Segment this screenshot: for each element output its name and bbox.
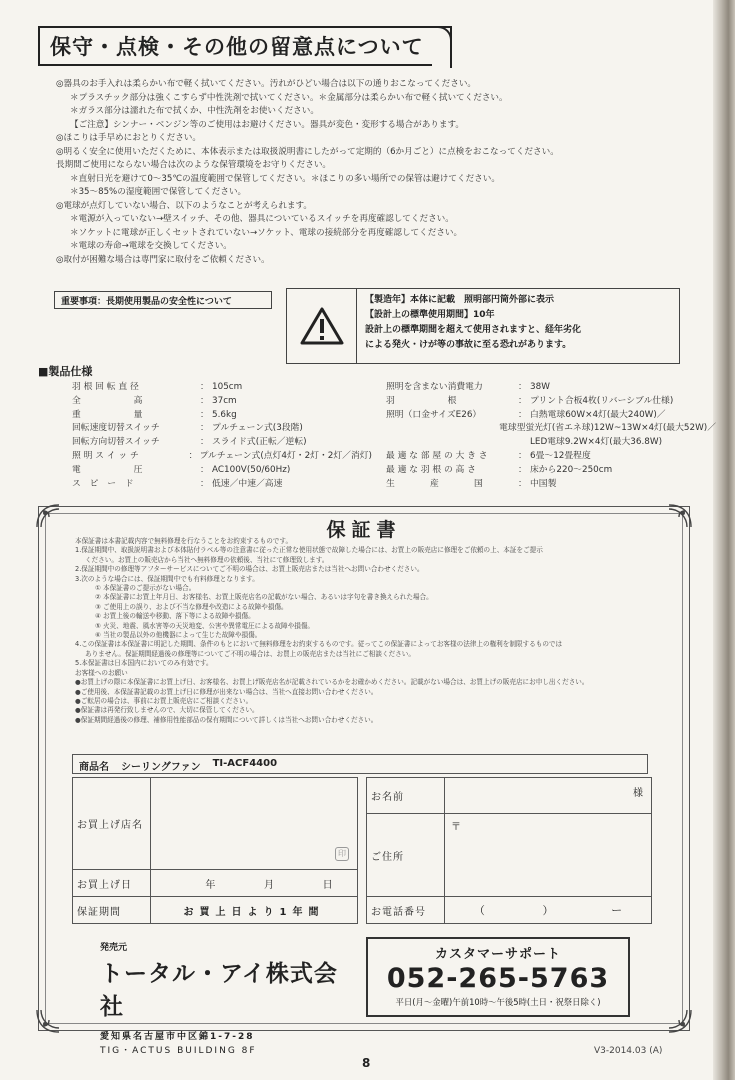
spec-row xyxy=(386,436,716,450)
spec-colon: ： xyxy=(518,464,527,475)
text-line: ◎電球が点灯していない場合、以下のようなことが考えられます。 xyxy=(56,200,313,211)
spec-row xyxy=(386,450,716,464)
spec-value: 白熱電球60W×4灯(最大240W)／ xyxy=(530,409,666,420)
text-line: ＊電源が入っていない→壁スイッチ、その他、器具についているスイッチを再度確認してください。 xyxy=(70,214,454,224)
seller-info xyxy=(100,940,360,1056)
spec-key: 全 高 xyxy=(72,395,143,406)
product-model: TI-ACF4400 xyxy=(212,758,278,769)
corner-ornament-icon xyxy=(667,1008,693,1034)
spec-value: AC100V(50/60Hz) xyxy=(212,464,291,475)
text-line: ●ご使用後、本保証書記載のお買上げ日に修理が出来ない場合は、当社へ直接お問い合わせください。 xyxy=(75,687,378,696)
text-line: ありません。保証期間経過後の修理等についてご不明の場合は、お買上の販売店または当社にご相談ください。 xyxy=(85,649,415,658)
spec-colon: ： xyxy=(518,395,527,406)
store-name-row xyxy=(73,778,357,870)
spec-row xyxy=(386,409,716,423)
spec-colon: ： xyxy=(188,450,198,461)
customer-name-field[interactable] xyxy=(445,778,651,813)
text-line: 3.次のような場合には、保証期間中でも有料修理となります。 xyxy=(75,574,259,583)
text-line: ＊直射日光を避けて0〜35℃の温度範囲で保管してください。＊ほこりの多い場所での保管は避けてください。 xyxy=(70,173,500,184)
spec-row xyxy=(386,381,716,395)
warning-line: 【製造年】本体に記載 照明部円筒外部に表示 xyxy=(365,295,555,305)
spec-key: 照 明 ス イ ッ チ xyxy=(72,450,139,461)
spec-key: 照明（口金サイズE26） xyxy=(386,409,482,420)
spec-row xyxy=(72,381,372,395)
text-line: ◎明るく安全に使用いただくために、本体表示または取扱説明書にしたがって定期的（6か月ごと）に点検をおこなってください。 xyxy=(56,146,559,157)
warning-text xyxy=(357,289,679,363)
text-line: 2.保証期間中の修理等アフターサービスについてご不明の場合は、お買上販売店または当社へお問い合わせください。 xyxy=(75,565,424,574)
spec-colon: ： xyxy=(200,409,209,420)
spec-colon: ： xyxy=(518,409,527,420)
store-info-form xyxy=(72,777,358,924)
spec-key: 電 圧 xyxy=(72,464,143,475)
text-line: ●ご転居の場合は、事前にお買上販売店にご相談ください。 xyxy=(75,696,253,705)
spec-table-left xyxy=(72,381,372,491)
spec-value: 5.6kg xyxy=(212,409,237,420)
spec-key: 羽 根 回 転 直 径 xyxy=(72,382,139,392)
purchase-date-row xyxy=(73,870,357,897)
maintenance-notes xyxy=(56,78,656,267)
page-edge xyxy=(713,0,735,1080)
spec-key: 重 量 xyxy=(72,409,143,420)
honorific: 様 xyxy=(633,788,643,799)
spec-value: LED電球9.2W×4灯(最大36.8W) xyxy=(530,437,663,448)
customer-name-row xyxy=(367,778,651,814)
text-line: ⑥ 当社の製品以外の他機器によって生じた故障や損傷。 xyxy=(95,631,262,640)
text-line: 5.本保証書は日本国内においてのみ有効です。 xyxy=(75,659,213,668)
page-title xyxy=(38,26,452,66)
text-line: ＊35〜85%の湿度範囲で保管してください。 xyxy=(70,187,247,197)
text-line: 4.この保証書は本保証書に明記した期間、条件のもとにおいて無料修理をお約束するものです。従ってこの保証書によってお客様の法律上の権利を制限するものでは xyxy=(75,640,563,649)
spec-row xyxy=(386,464,716,478)
spec-row xyxy=(72,395,372,409)
stamp-mark: 印 xyxy=(335,847,349,861)
text-line: ④ お買上後の輸送や移動、落下等による故障や損傷。 xyxy=(95,612,255,621)
spec-key: 羽 根 xyxy=(386,395,457,406)
spec-colon xyxy=(490,422,499,436)
text-line: ＊電球の寿命→電球を交換してください。 xyxy=(70,241,232,251)
spec-colon: ： xyxy=(200,437,209,448)
spec-row xyxy=(72,409,372,423)
warning-box xyxy=(286,288,680,364)
product-name-row xyxy=(72,754,648,774)
warning-line: 設計上の標準期間を超えて使用されますと、経年劣化 xyxy=(365,325,582,335)
spec-key xyxy=(386,422,490,436)
text-line: ＊ガラス部分は濡れた布で拭くか、中性洗剤をお使いください。 xyxy=(70,106,319,116)
spec-value: 37cm xyxy=(212,395,237,406)
purchase-date-label: お買上げ日 xyxy=(73,870,151,896)
corner-ornament-icon xyxy=(35,1008,61,1034)
warning-icon-cell xyxy=(287,289,357,363)
spec-row xyxy=(72,464,372,478)
spec-key: 生 産 国 xyxy=(386,478,483,489)
spec-value: プルチェーン式(点灯4灯・2灯・2灯／消灯) xyxy=(199,450,372,461)
warranty-period-label: 保証期間 xyxy=(73,897,151,923)
warning-icon xyxy=(300,307,344,345)
text-line: ② 本保証書にお買上年月日、お客様名、お買上販売店名の記載がない場合、あるいは字句を書き換えられた場合。 xyxy=(95,593,433,602)
customer-address-field[interactable] xyxy=(445,814,651,896)
customer-phone-field[interactable] xyxy=(445,897,651,923)
important-label: 重要事項：長期使用製品の安全性について xyxy=(54,291,272,309)
spec-table-right xyxy=(386,381,716,491)
customer-phone-label: お電話番号 xyxy=(367,897,445,923)
page-title-text: 保守・点検・その他の留意点について xyxy=(50,35,424,59)
product-name: シーリングファン xyxy=(121,762,201,773)
phone-dash: ー xyxy=(611,904,623,917)
seller-building: TIG・ACTUS BUILDING 8F xyxy=(100,1046,257,1056)
spec-key: 照明を含まない消費電力 xyxy=(386,382,483,392)
text-line: 長期間ご使用にならない場合は次のような保管環境をお守りください。 xyxy=(56,160,332,170)
warranty-period-value: お買上日より1年間 xyxy=(183,906,325,918)
text-line: ◎取付が困難な場合は専門家に取付をご依頼ください。 xyxy=(56,254,270,265)
customer-phone-row xyxy=(367,897,651,923)
text-line: ◎ほこりは手早めにおとりください。 xyxy=(56,133,201,143)
text-line: 本保証書は本書記載内容で無料修理を行なうことをお約束するものです。 xyxy=(75,537,293,545)
warranty-title: 保証書 xyxy=(326,519,402,541)
spec-value: プルチェーン式(3段階) xyxy=(212,423,303,434)
spec-value: 105cm xyxy=(212,382,243,392)
spec-heading: ■製品仕様 xyxy=(38,365,93,378)
spec-value: スライド式(正転／逆転) xyxy=(212,437,307,448)
version-code: V3-2014.03 (A) xyxy=(594,1046,663,1056)
spec-row xyxy=(72,436,372,450)
warranty-period-row xyxy=(73,897,357,923)
spec-colon: ： xyxy=(518,382,527,392)
spec-value: 38W xyxy=(530,382,550,392)
postal-mark: 〒 xyxy=(451,822,461,833)
spec-row xyxy=(386,395,716,409)
day-unit: 日 xyxy=(322,879,333,891)
customer-name-label: お名前 xyxy=(367,778,445,813)
text-line: ●お買上げの際に本保証書にお買上げ日、お客様名、お買上げ販売店名が記載されているかをお確かめください。記載がない場合は、お買上げの販売店にお申し出ください。 xyxy=(75,678,589,687)
spec-row xyxy=(386,422,716,436)
support-title: カスタマーサポート xyxy=(434,947,561,962)
text-line: ●保証書は再発行致しませんので、大切に保管してください。 xyxy=(75,706,259,715)
product-label: 商品名 xyxy=(79,762,109,773)
text-line: ◎器具のお手入れは柔らかい布で軽く拭いてください。汚れがひどい場合は以下の通りおこなってください。 xyxy=(56,79,477,89)
spec-key: 回転方向切替スイッチ xyxy=(72,437,160,448)
spec-key: 回転速度切替スイッチ xyxy=(72,423,160,434)
page-number: 8 xyxy=(362,1056,371,1070)
spec-value: プリント合板4枚(リバーシブル仕様) xyxy=(530,395,674,406)
customer-info-form xyxy=(366,777,652,924)
spec-colon: ： xyxy=(200,478,209,489)
spec-colon: ： xyxy=(200,423,209,434)
seller-label: 発売元 xyxy=(100,943,128,953)
text-line: 【ご注意】シンナー・ベンジン等のご使用はお避けください。器具が変色・変形する場合があります。 xyxy=(70,119,464,130)
text-line: ＊プラスチック部分は強くこすらず中性洗剤で拭いてください。＊金属部分は柔らかい布で軽く拭いてください。 xyxy=(70,92,508,103)
text-line: ⑤ 火災、地震、風水害等の天災地変、公害や異常電圧による故障や損傷。 xyxy=(95,621,315,630)
spec-colon: ： xyxy=(518,478,527,489)
spec-value: 低速／中速／高速 xyxy=(212,478,283,489)
seller-name: トータル・アイ株式会社 xyxy=(100,961,338,1020)
text-line: ③ ご使用上の誤り、および不当な修理や改造による故障や損傷。 xyxy=(95,602,288,611)
spec-colon: ： xyxy=(200,395,209,406)
purchase-date-field[interactable] xyxy=(151,870,357,896)
support-phone: 052-265-5763 xyxy=(386,963,610,994)
text-line: ＊ソケットに電球が正しくセットされていない→ソケット、電球の接続部分を再度確認してください。 xyxy=(70,227,463,238)
store-name-field[interactable] xyxy=(151,778,357,869)
support-hours: 平日(月〜金曜)午前10時〜午後5時(土日・祝祭日除く) xyxy=(395,997,601,1007)
spec-colon: ： xyxy=(200,464,209,475)
warranty-terms xyxy=(75,537,675,725)
text-line: 1.保証期間中、取扱説明書および本体貼付ラベル等の注意書に従った正常な使用状態で故障した場合には、お買上の販売店に修理をご依頼の上、本証をご提示 xyxy=(75,546,543,555)
spec-row xyxy=(386,478,716,492)
phone-format xyxy=(445,902,651,918)
spec-value: 床から220〜250cm xyxy=(530,464,613,475)
spec-key: ス ピ ー ド xyxy=(72,478,134,489)
spec-colon: ： xyxy=(200,382,209,392)
text-line: お客様へのお願い xyxy=(75,668,128,677)
spec-key: 最 適 な 羽 根 の 高 さ xyxy=(386,464,476,475)
seller-address: 愛知県名古屋市中区錦1-7-28 xyxy=(100,1032,255,1042)
spec-value: 電球型蛍光灯(省エネ球)12W~13W×4灯(最大52W)／ xyxy=(499,423,716,434)
spec-value: 6畳〜12畳程度 xyxy=(530,450,591,461)
text-line: ください。お買上の販売店から当社へ無料修理の依頼後、当社にて修理致します。 xyxy=(85,555,329,564)
spec-colon: ： xyxy=(518,450,527,461)
warning-line: 【設計上の標準使用期間】10年 xyxy=(365,310,495,320)
month-unit: 月 xyxy=(263,879,274,891)
customer-support-box xyxy=(366,937,630,1017)
phone-close: ） xyxy=(542,904,554,917)
warning-line: による発火・けが等の事故に至る恐れがあります。 xyxy=(365,340,572,350)
spec-row xyxy=(72,422,372,436)
text-line: ●保証期間経過後の修理、補修用性能部品の保有期間について詳しくは当社へお問い合わせください。 xyxy=(75,715,378,724)
spec-key: 最 適 な 部 屋 の 大 き さ xyxy=(386,450,488,461)
phone-open: （ xyxy=(473,904,485,917)
spec-key xyxy=(386,436,518,450)
spec-value: 中国製 xyxy=(530,478,557,489)
text-line: ① 本保証書のご提示がない場合。 xyxy=(95,584,196,593)
spec-row xyxy=(72,450,372,464)
spec-row xyxy=(72,478,372,492)
spec-colon xyxy=(518,436,530,450)
store-name-label: お買上げ店名 xyxy=(73,778,151,869)
customer-address-label: ご住所 xyxy=(367,814,445,896)
customer-address-row xyxy=(367,814,651,897)
year-unit: 年 xyxy=(205,879,216,891)
